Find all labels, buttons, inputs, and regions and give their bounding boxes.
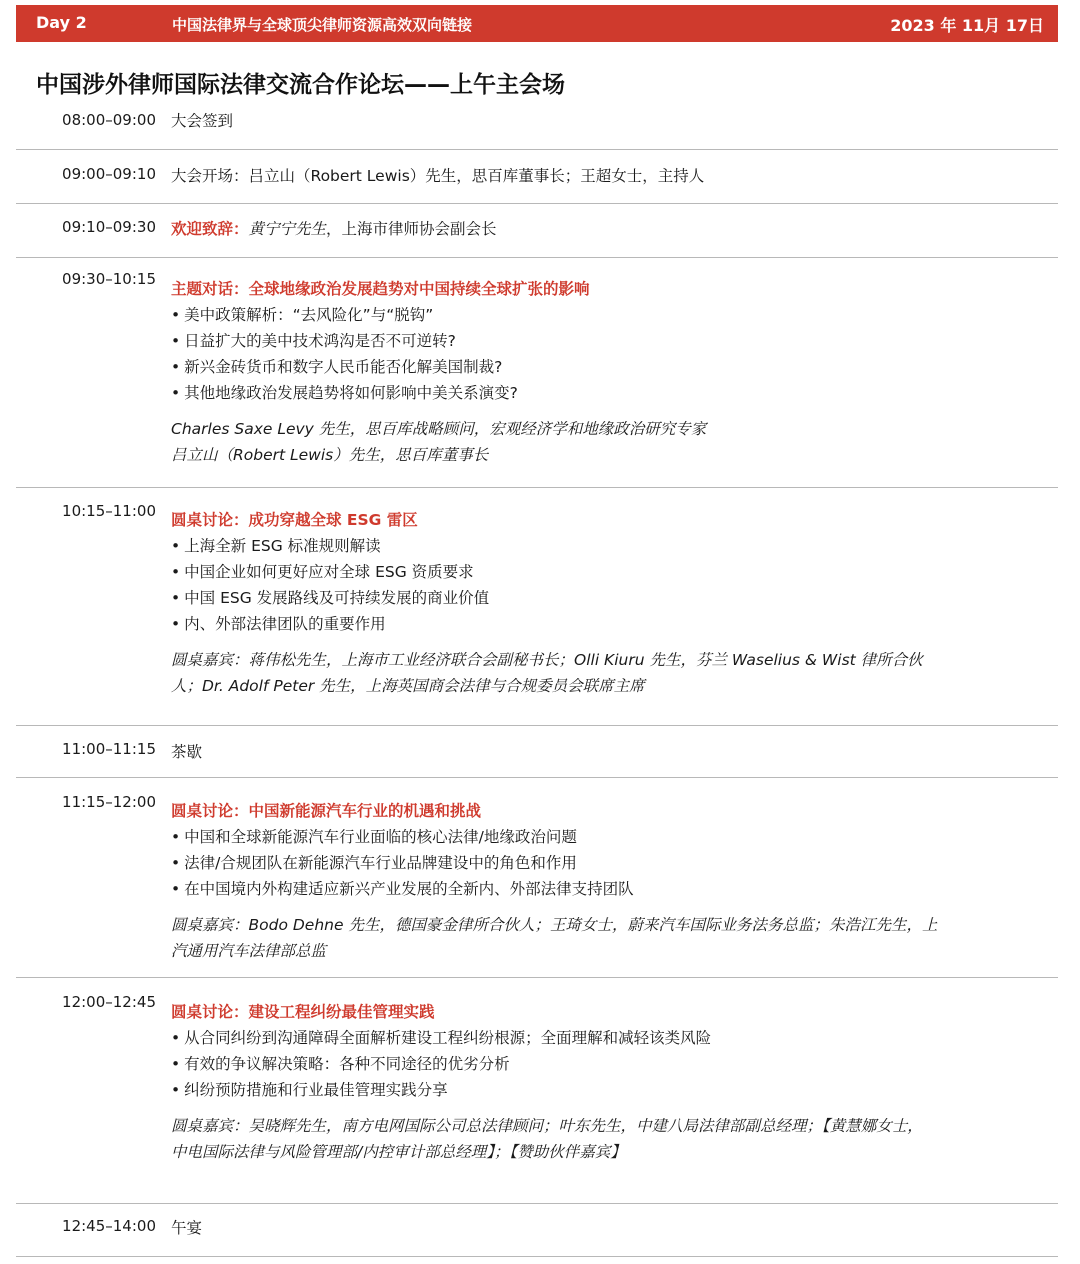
speakers — [171, 1113, 1051, 1165]
session-topic: 圆桌讨论：中国新能源汽车行业的机遇和挑战 — [171, 802, 482, 820]
topic-list — [171, 824, 1051, 902]
session-label: 欢迎致辞： — [171, 220, 249, 238]
topic-list — [171, 1025, 1051, 1103]
session-time: 11:15–12:00 — [62, 793, 156, 811]
speaker-line: 圆桌嘉宾：Bodo Dehne 先生，德国豪金律所合伙人；王琦女士，蔚来汽车国际业务法务总监；朱浩江先生，上 — [171, 916, 938, 934]
header-bar — [16, 5, 1058, 42]
divider — [16, 1203, 1058, 1204]
speaker-line: 汽通用汽车法律部总监 — [171, 942, 327, 960]
list-item: • 其他地缘政治发展趋势将如何影响中美关系演变? — [171, 380, 1051, 406]
speaker-role: ，上海市律师协会副会长 — [326, 220, 497, 238]
session-time: 09:10–09:30 — [62, 218, 156, 236]
speakers — [171, 416, 1051, 468]
session-time: 11:00–11:15 — [62, 740, 156, 758]
speaker-line: 中电国际法律与风险管理部/内控审计部总经理】；【赞助伙伴嘉宾】 — [171, 1143, 626, 1161]
session-time: 12:45–14:00 — [62, 1217, 156, 1235]
speaker-line: Charles Saxe Levy 先生，思百库战略顾问，宏观经济学和地缘政治研究专家 — [171, 420, 707, 438]
speakers — [171, 912, 1051, 964]
list-item: • 有效的争议解决策略：各种不同途径的优劣分析 — [171, 1051, 1051, 1077]
list-item: • 纠纷预防措施和行业最佳管理实践分享 — [171, 1077, 1051, 1103]
session-text: 大会签到 — [171, 112, 234, 130]
speakers — [171, 647, 1051, 699]
divider — [16, 487, 1058, 488]
divider — [16, 149, 1058, 150]
list-item: • 中国企业如何更好应对全球 ESG 资质要求 — [171, 559, 1051, 585]
topic-list — [171, 533, 1051, 637]
header-slogan: 中国法律界与全球顶尖律师资源高效双向链接 — [172, 16, 473, 34]
event-date: 2023 年 11月 17日 — [890, 16, 1044, 35]
session-time: 10:15–11:00 — [62, 502, 156, 520]
list-item: • 上海全新 ESG 标准规则解读 — [171, 533, 1051, 559]
speaker-line: 圆桌嘉宾：蒋伟松先生，上海市工业经济联合会副秘书长；Olli Kiuru 先生，芬兰 Waselius & Wist 律所合伙 — [171, 651, 923, 669]
page-title: 中国涉外律师国际法律交流合作论坛——上午主会场 — [36, 72, 565, 98]
divider — [16, 257, 1058, 258]
list-item: • 中国和全球新能源汽车行业面临的核心法律/地缘政治问题 — [171, 824, 1051, 850]
day-label: Day 2 — [36, 13, 87, 32]
session-time: 12:00–12:45 — [62, 993, 156, 1011]
speaker-line: 圆桌嘉宾：吴晓辉先生，南方电网国际公司总法律顾问；叶东先生，中建八局法律部副总经理；【黄慧娜女士， — [171, 1117, 923, 1135]
session-time: 08:00–09:00 — [62, 111, 156, 129]
session-topic: 主题对话：全球地缘政治发展趋势对中国持续全球扩张的影响 — [171, 280, 590, 298]
speaker-line: 吕立山（Robert Lewis）先生，思百库董事长 — [171, 446, 489, 464]
session-text — [171, 216, 1051, 242]
list-item: • 新兴金砖货币和数字人民币能否化解美国制裁? — [171, 354, 1051, 380]
divider — [16, 1256, 1058, 1257]
session-time: 09:00–09:10 — [62, 165, 156, 183]
session-text: 午宴 — [171, 1219, 203, 1237]
list-item: • 美中政策解析：“去风险化”与“脱钩” — [171, 302, 1051, 328]
session-text: 茶歇 — [171, 743, 203, 761]
session-text: 大会开场：吕立山（Robert Lewis）先生，思百库董事长；王超女士，主持人 — [171, 167, 705, 185]
speaker-line: 人；Dr. Adolf Peter 先生，上海英国商会法律与合规委员会联席主席 — [171, 677, 645, 695]
session-topic: 圆桌讨论：成功穿越全球 ESG 雷区 — [171, 511, 418, 529]
list-item: • 中国 ESG 发展路线及可持续发展的商业价值 — [171, 585, 1051, 611]
divider — [16, 203, 1058, 204]
list-item: • 在中国境内外构建适应新兴产业发展的全新内、外部法律支持团队 — [171, 876, 1051, 902]
list-item: • 日益扩大的美中技术鸿沟是否不可逆转? — [171, 328, 1051, 354]
topic-list — [171, 302, 1051, 406]
speaker-name: 黄宁宁先生 — [248, 220, 327, 238]
session-topic: 圆桌讨论：建设工程纠纷最佳管理实践 — [171, 1003, 435, 1021]
divider — [16, 777, 1058, 778]
divider — [16, 977, 1058, 978]
list-item: • 内、外部法律团队的重要作用 — [171, 611, 1051, 637]
divider — [16, 725, 1058, 726]
list-item: • 从合同纠纷到沟通障碍全面解析建设工程纠纷根源；全面理解和减轻该类风险 — [171, 1025, 1051, 1051]
list-item: • 法律/合规团队在新能源汽车行业品牌建设中的角色和作用 — [171, 850, 1051, 876]
session-time: 09:30–10:15 — [62, 270, 156, 288]
